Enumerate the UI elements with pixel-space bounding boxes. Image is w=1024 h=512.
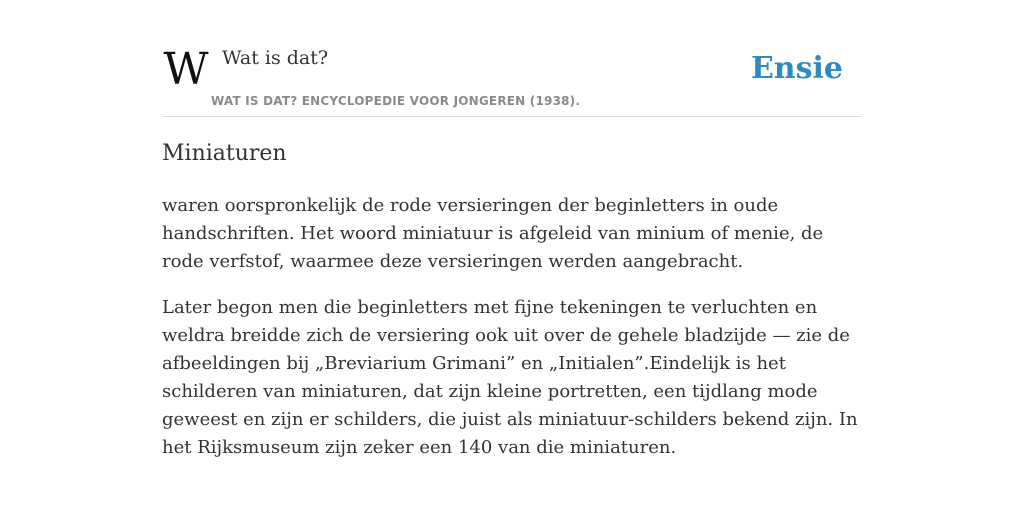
brand-logo-link[interactable]: Ensie: [750, 51, 843, 86]
article-paragraph: waren oorspronkelijk de rode versieringen der beginletters in oude handschriften. Het woord miniatuur is afgeleid van minium of menie, de rode verfstof, waarmee deze versieringen werden aangebracht.: [162, 195, 824, 272]
article: [162, 138, 862, 462]
svg-text:W: W: [163, 50, 209, 90]
source-subtitle: WAT IS DAT? ENCYCLOPEDIE VOOR JONGEREN (1938).: [211, 94, 581, 108]
site-title-link[interactable]: Wat is dat?: [222, 47, 329, 69]
page-title: Miniaturen: [162, 141, 287, 166]
article-paragraph: Later begon men die beginletters met fijne tekeningen te verluchten en weldra breidde zich de versiering ook uit over de gehele bladzijde — zie de afbeeldingen bij „Breviarium Grimani” en „Initialen”.Eindelijk is het schilderen van miniaturen, dat zijn kleine portretten, een tijdlang mode geweest en zijn er schilders, die juist als miniatuur-schilders bekend zijn. In het Rijksmuseum zijn zeker een 140 van die miniaturen.: [162, 297, 858, 458]
wikipedia-w-icon: [162, 50, 210, 90]
header: [162, 40, 862, 117]
